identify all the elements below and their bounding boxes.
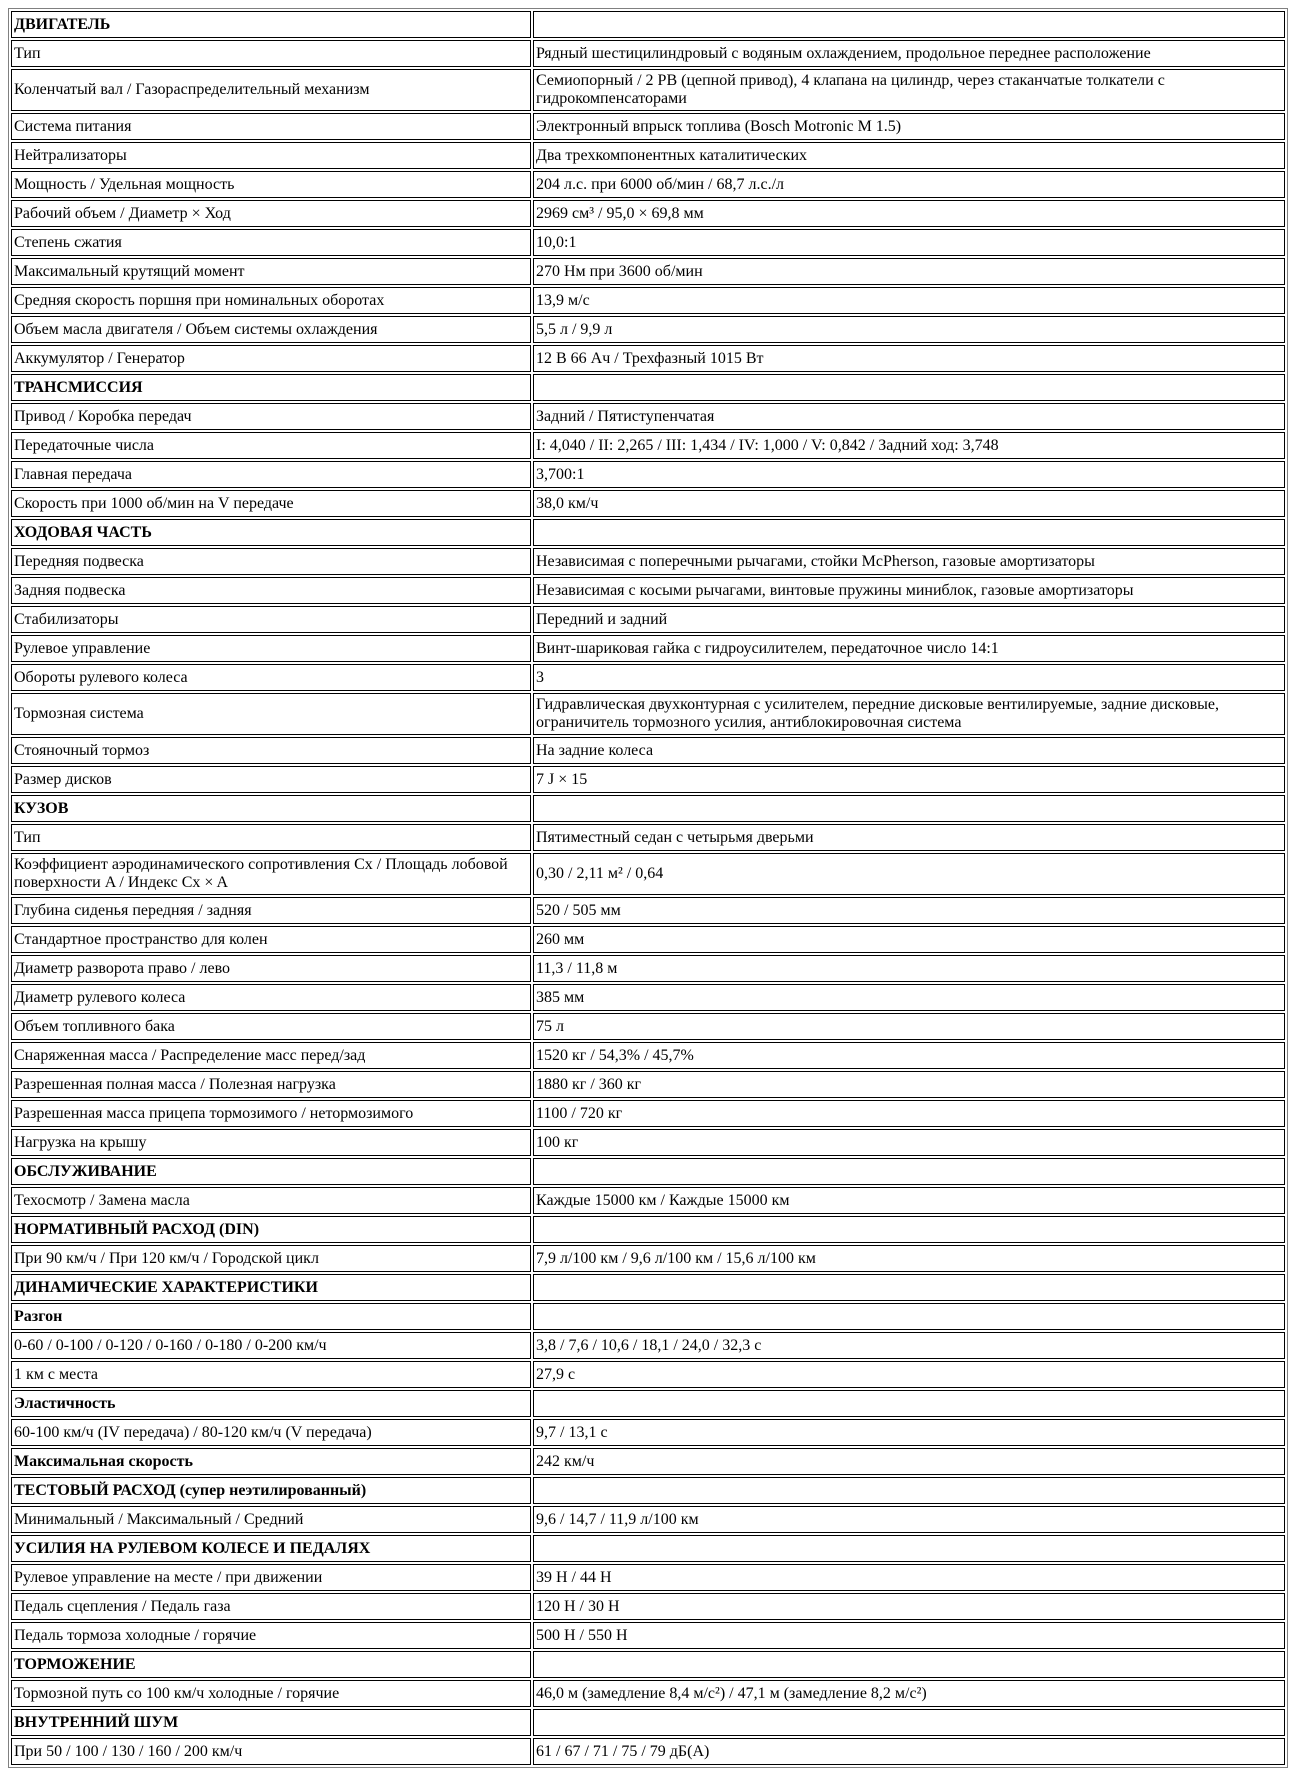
spec-label: Тормозной путь со 100 км/ч холодные / горячие bbox=[11, 1680, 531, 1707]
spec-value: 75 л bbox=[533, 1013, 1285, 1040]
table-row bbox=[11, 1738, 1285, 1765]
table-row bbox=[11, 926, 1285, 953]
spec-value: Два трехкомпонентных каталитических bbox=[533, 142, 1285, 169]
spec-value: 61 / 67 / 71 / 75 / 79 дБ(А) bbox=[533, 1738, 1285, 1765]
table-row bbox=[11, 40, 1285, 67]
spec-label: Рабочий объем / Диаметр × Ход bbox=[11, 200, 531, 227]
spec-label: Объем топливного бака bbox=[11, 1013, 531, 1040]
spec-label: Глубина сиденья передняя / задняя bbox=[11, 897, 531, 924]
spec-label: Разрешенная полная масса / Полезная нагрузка bbox=[11, 1071, 531, 1098]
section-header-row bbox=[11, 1448, 1285, 1475]
table-row bbox=[11, 1071, 1285, 1098]
spec-label: Размер дисков bbox=[11, 766, 531, 793]
section-title: УСИЛИЯ НА РУЛЕВОМ КОЛЕСЕ И ПЕДАЛЯХ bbox=[11, 1535, 531, 1562]
spec-value: 38,0 км/ч bbox=[533, 490, 1285, 517]
spec-value: Пятиместный седан с четырьмя дверьми bbox=[533, 824, 1285, 851]
spec-label: Тип bbox=[11, 824, 531, 851]
spec-value: 270 Нм при 3600 об/мин bbox=[533, 258, 1285, 285]
table-row bbox=[11, 1042, 1285, 1069]
section-title: ОБСЛУЖИВАНИЕ bbox=[11, 1158, 531, 1185]
section-title: ТЕСТОВЫЙ РАСХОД (супер неэтилированный) bbox=[11, 1477, 531, 1504]
spec-value: 5,5 л / 9,9 л bbox=[533, 316, 1285, 343]
table-row bbox=[11, 664, 1285, 691]
section-title: ДИНАМИЧЕСКИЕ ХАРАКТЕРИСТИКИ bbox=[11, 1274, 531, 1301]
spec-label: 1 км с места bbox=[11, 1361, 531, 1388]
spec-value: Независимая с косыми рычагами, винтовые пружины миниблок, газовые амортизаторы bbox=[533, 577, 1285, 604]
section-header-row bbox=[11, 795, 1285, 822]
section-header-row bbox=[11, 1390, 1285, 1417]
spec-label: Главная передача bbox=[11, 461, 531, 488]
spec-value: 39 Н / 44 Н bbox=[533, 1564, 1285, 1591]
section-title: ХОДОВАЯ ЧАСТЬ bbox=[11, 519, 531, 546]
spec-value bbox=[533, 1303, 1285, 1330]
table-row bbox=[11, 897, 1285, 924]
spec-value: Винт-шариковая гайка с гидроусилителем, передаточное число 14:1 bbox=[533, 635, 1285, 662]
spec-table bbox=[8, 8, 1288, 1768]
spec-value: 120 Н / 30 Н bbox=[533, 1593, 1285, 1620]
spec-label: Передаточные числа bbox=[11, 432, 531, 459]
spec-value: 3,700:1 bbox=[533, 461, 1285, 488]
spec-label: Педаль тормоза холодные / горячие bbox=[11, 1622, 531, 1649]
table-row bbox=[11, 200, 1285, 227]
spec-value: 3 bbox=[533, 664, 1285, 691]
table-row bbox=[11, 432, 1285, 459]
section-header-row bbox=[11, 1477, 1285, 1504]
table-row bbox=[11, 1332, 1285, 1359]
spec-label: Педаль сцепления / Педаль газа bbox=[11, 1593, 531, 1620]
table-row bbox=[11, 1622, 1285, 1649]
spec-value bbox=[533, 1390, 1285, 1417]
table-row bbox=[11, 403, 1285, 430]
table-row bbox=[11, 258, 1285, 285]
table-row bbox=[11, 1361, 1285, 1388]
table-row bbox=[11, 287, 1285, 314]
spec-value bbox=[533, 374, 1285, 401]
section-title: ТОРМОЖЕНИЕ bbox=[11, 1651, 531, 1678]
spec-label: Объем масла двигателя / Объем системы охлаждения bbox=[11, 316, 531, 343]
section-header-row bbox=[11, 519, 1285, 546]
spec-label: Нейтрализаторы bbox=[11, 142, 531, 169]
spec-value: Рядный шестицилиндровый с водяным охлаждением, продольное переднее расположение bbox=[533, 40, 1285, 67]
spec-label: Диаметр разворота право / лево bbox=[11, 955, 531, 982]
spec-value: Электронный впрыск топлива (Bosch Motronic M 1.5) bbox=[533, 113, 1285, 140]
table-row bbox=[11, 737, 1285, 764]
table-row bbox=[11, 548, 1285, 575]
spec-label: Система питания bbox=[11, 113, 531, 140]
spec-label: Стандартное пространство для колен bbox=[11, 926, 531, 953]
spec-value bbox=[533, 795, 1285, 822]
spec-value bbox=[533, 11, 1285, 38]
spec-value bbox=[533, 1535, 1285, 1562]
section-header-row bbox=[11, 1535, 1285, 1562]
table-row bbox=[11, 635, 1285, 662]
spec-label: Снаряженная масса / Распределение масс перед/зад bbox=[11, 1042, 531, 1069]
spec-value: I: 4,040 / II: 2,265 / III: 1,434 / IV: 1,000 / V: 0,842 / Задний ход: 3,748 bbox=[533, 432, 1285, 459]
spec-value: 46,0 м (замедление 8,4 м/с²) / 47,1 м (замедление 8,2 м/с²) bbox=[533, 1680, 1285, 1707]
spec-value: 9,7 / 13,1 с bbox=[533, 1419, 1285, 1446]
table-row bbox=[11, 1564, 1285, 1591]
section-header-row bbox=[11, 1303, 1285, 1330]
spec-label: Рулевое управление bbox=[11, 635, 531, 662]
spec-value: 2969 см³ / 95,0 × 69,8 мм bbox=[533, 200, 1285, 227]
section-title: Эластичность bbox=[11, 1390, 531, 1417]
spec-value: Гидравлическая двухконтурная с усилителем, передние дисковые вентилируемые, задние дисковые, ограничитель тормозного усилия, антиблокировочная система bbox=[533, 693, 1285, 735]
spec-label: Средняя скорость поршня при номинальных оборотах bbox=[11, 287, 531, 314]
spec-value bbox=[533, 1158, 1285, 1185]
table-row bbox=[11, 606, 1285, 633]
section-title: Максимальная скорость bbox=[11, 1448, 531, 1475]
spec-value: 3,8 / 7,6 / 10,6 / 18,1 / 24,0 / 32,3 с bbox=[533, 1332, 1285, 1359]
section-header-row bbox=[11, 1216, 1285, 1243]
spec-label: Разрешенная масса прицепа тормозимого / нетормозимого bbox=[11, 1100, 531, 1127]
spec-value: 520 / 505 мм bbox=[533, 897, 1285, 924]
spec-value: 9,6 / 14,7 / 11,9 л/100 км bbox=[533, 1506, 1285, 1533]
spec-value: 204 л.с. при 6000 об/мин / 68,7 л.с./л bbox=[533, 171, 1285, 198]
spec-value: 13,9 м/с bbox=[533, 287, 1285, 314]
spec-value: 0,30 / 2,11 м² / 0,64 bbox=[533, 853, 1285, 895]
table-row bbox=[11, 171, 1285, 198]
spec-value: 7 J × 15 bbox=[533, 766, 1285, 793]
spec-value bbox=[533, 519, 1285, 546]
table-row bbox=[11, 853, 1285, 895]
spec-value: 260 мм bbox=[533, 926, 1285, 953]
table-row bbox=[11, 1187, 1285, 1214]
table-row bbox=[11, 69, 1285, 111]
spec-label: При 90 км/ч / При 120 км/ч / Городской цикл bbox=[11, 1245, 531, 1272]
spec-label: Обороты рулевого колеса bbox=[11, 664, 531, 691]
table-row bbox=[11, 1100, 1285, 1127]
section-title: ВНУТРЕННИЙ ШУМ bbox=[11, 1709, 531, 1736]
spec-value: 500 Н / 550 Н bbox=[533, 1622, 1285, 1649]
spec-label: Коэффициент аэродинамического сопротивления Cx / Площадь лобовой поверхности A / Индекс Cx × A bbox=[11, 853, 531, 895]
spec-label: При 50 / 100 / 130 / 160 / 200 км/ч bbox=[11, 1738, 531, 1765]
spec-table-body bbox=[11, 11, 1285, 1765]
table-row bbox=[11, 1245, 1285, 1272]
spec-label: 0-60 / 0-100 / 0-120 / 0-160 / 0-180 / 0-200 км/ч bbox=[11, 1332, 531, 1359]
spec-label: Коленчатый вал / Газораспределительный механизм bbox=[11, 69, 531, 111]
spec-value bbox=[533, 1651, 1285, 1678]
section-title: Разгон bbox=[11, 1303, 531, 1330]
section-header-row bbox=[11, 1651, 1285, 1678]
spec-value: 100 кг bbox=[533, 1129, 1285, 1156]
spec-label: Мощность / Удельная мощность bbox=[11, 171, 531, 198]
spec-value: 1100 / 720 кг bbox=[533, 1100, 1285, 1127]
spec-label: Скорость при 1000 об/мин на V передаче bbox=[11, 490, 531, 517]
table-row bbox=[11, 693, 1285, 735]
table-row bbox=[11, 1506, 1285, 1533]
section-title: НОРМАТИВНЫЙ РАСХОД (DIN) bbox=[11, 1216, 531, 1243]
spec-label: Диаметр рулевого колеса bbox=[11, 984, 531, 1011]
spec-label: Техосмотр / Замена масла bbox=[11, 1187, 531, 1214]
spec-value: 1880 кг / 360 кг bbox=[533, 1071, 1285, 1098]
table-row bbox=[11, 1419, 1285, 1446]
spec-label: Аккумулятор / Генератор bbox=[11, 345, 531, 372]
table-row bbox=[11, 113, 1285, 140]
table-row bbox=[11, 229, 1285, 256]
spec-value bbox=[533, 1274, 1285, 1301]
spec-value: 11,3 / 11,8 м bbox=[533, 955, 1285, 982]
table-row bbox=[11, 1013, 1285, 1040]
table-row bbox=[11, 461, 1285, 488]
table-row bbox=[11, 1680, 1285, 1707]
section-title: ДВИГАТЕЛЬ bbox=[11, 11, 531, 38]
spec-label: Минимальный / Максимальный / Средний bbox=[11, 1506, 531, 1533]
table-row bbox=[11, 577, 1285, 604]
table-row bbox=[11, 824, 1285, 851]
section-header-row bbox=[11, 1709, 1285, 1736]
spec-label: Максимальный крутящий момент bbox=[11, 258, 531, 285]
table-row bbox=[11, 1593, 1285, 1620]
spec-value: На задние колеса bbox=[533, 737, 1285, 764]
spec-value: Задний / Пятиступенчатая bbox=[533, 403, 1285, 430]
spec-label: Привод / Коробка передач bbox=[11, 403, 531, 430]
section-header-row bbox=[11, 1158, 1285, 1185]
spec-label: Передняя подвеска bbox=[11, 548, 531, 575]
spec-label: Тип bbox=[11, 40, 531, 67]
spec-value: Семиопорный / 2 РВ (цепной привод), 4 клапана на цилиндр, через стаканчатые толкатели с гидрокомпенсаторами bbox=[533, 69, 1285, 111]
table-row bbox=[11, 955, 1285, 982]
spec-label: Нагрузка на крышу bbox=[11, 1129, 531, 1156]
spec-label: Тормозная система bbox=[11, 693, 531, 735]
table-row bbox=[11, 984, 1285, 1011]
spec-value: 385 мм bbox=[533, 984, 1285, 1011]
spec-value: 27,9 с bbox=[533, 1361, 1285, 1388]
spec-label: Стабилизаторы bbox=[11, 606, 531, 633]
table-row bbox=[11, 316, 1285, 343]
spec-value: Каждые 15000 км / Каждые 15000 км bbox=[533, 1187, 1285, 1214]
section-title: КУЗОВ bbox=[11, 795, 531, 822]
spec-value: 10,0:1 bbox=[533, 229, 1285, 256]
table-row bbox=[11, 490, 1285, 517]
table-row bbox=[11, 345, 1285, 372]
spec-value: Независимая с поперечными рычагами, стойки McPherson, газовые амортизаторы bbox=[533, 548, 1285, 575]
section-header-row bbox=[11, 374, 1285, 401]
section-title: ТРАНСМИССИЯ bbox=[11, 374, 531, 401]
spec-value: Передний и задний bbox=[533, 606, 1285, 633]
spec-value bbox=[533, 1216, 1285, 1243]
spec-label: Степень сжатия bbox=[11, 229, 531, 256]
spec-label: Рулевое управление на месте / при движении bbox=[11, 1564, 531, 1591]
table-row bbox=[11, 766, 1285, 793]
spec-label: Стояночный тормоз bbox=[11, 737, 531, 764]
spec-label: Задняя подвеска bbox=[11, 577, 531, 604]
table-row bbox=[11, 1129, 1285, 1156]
spec-value bbox=[533, 1477, 1285, 1504]
spec-value: 1520 кг / 54,3% / 45,7% bbox=[533, 1042, 1285, 1069]
section-header-row bbox=[11, 11, 1285, 38]
spec-value: 12 В 66 Ач / Трехфазный 1015 Вт bbox=[533, 345, 1285, 372]
spec-value: 242 км/ч bbox=[533, 1448, 1285, 1475]
spec-value: 7,9 л/100 км / 9,6 л/100 км / 15,6 л/100 км bbox=[533, 1245, 1285, 1272]
section-header-row bbox=[11, 1274, 1285, 1301]
spec-label: 60-100 км/ч (IV передача) / 80-120 км/ч (V передача) bbox=[11, 1419, 531, 1446]
table-row bbox=[11, 142, 1285, 169]
spec-value bbox=[533, 1709, 1285, 1736]
